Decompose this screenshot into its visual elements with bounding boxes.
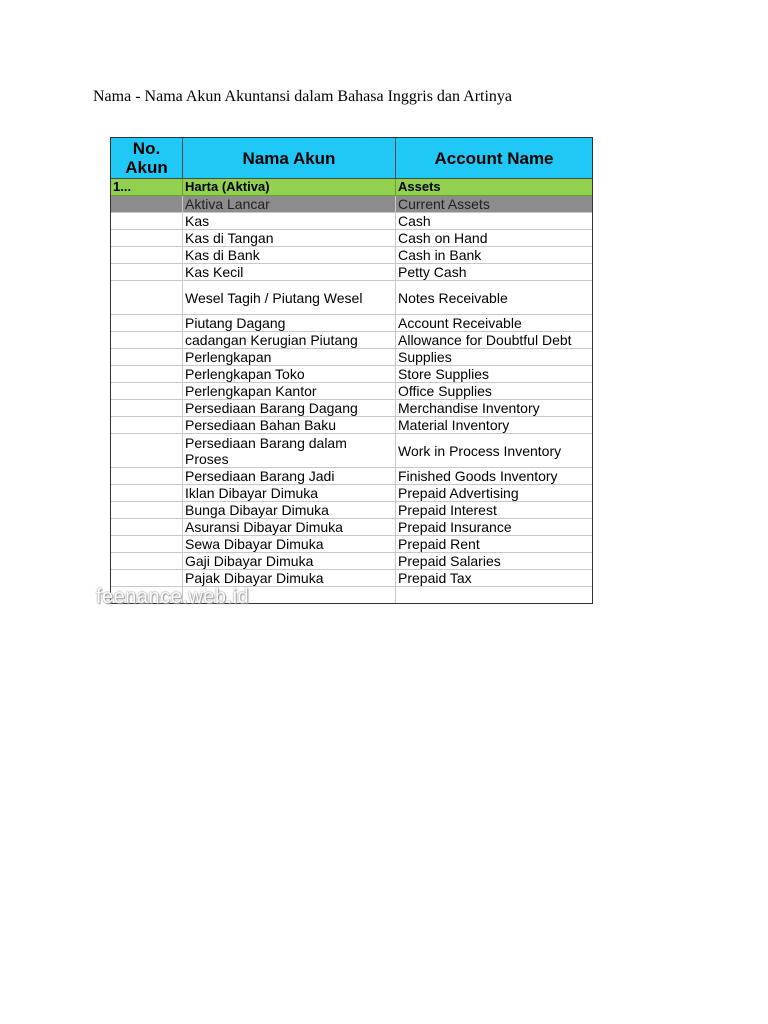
section-nama: Aktiva Lancar [183,196,396,213]
row-no [111,553,183,570]
row-account-name: Store Supplies [396,366,593,383]
table-row [111,519,593,536]
document-title: Nama - Nama Akun Akuntansi dalam Bahasa Inggris dan Artinya [93,88,513,105]
row-nama-akun: Bunga Dibayar Dimuka [183,502,396,519]
row-account-name: Prepaid Rent [396,536,593,553]
table-row [111,366,593,383]
group-nama: Harta (Aktiva) [183,179,396,196]
header-no-akun: No. Akun [111,138,183,179]
row-no [111,230,183,247]
row-nama-akun: Piutang Dagang [183,315,396,332]
group-no: 1... [111,179,183,196]
row-account-name: Material Inventory [396,417,593,434]
row-no [111,400,183,417]
row-nama-akun: Persediaan Barang dalam Proses [183,434,396,468]
row-nama-akun: Persediaan Barang Jadi [183,468,396,485]
row-no [111,315,183,332]
table-row [111,536,593,553]
table-row [111,213,593,230]
row-no [111,434,183,468]
table-row [111,468,593,485]
row-no [111,570,183,587]
section-account: Current Assets [396,196,593,213]
row-no [111,536,183,553]
row-no [111,349,183,366]
row-account-name: Finished Goods Inventory [396,468,593,485]
row-account-name: Allowance for Doubtful Debt [396,332,593,349]
row-nama-akun: Pajak Dibayar Dimuka [183,570,396,587]
table-row [111,383,593,400]
row-account-name: Petty Cash [396,264,593,281]
row-account-name: Cash [396,213,593,230]
row-no [111,417,183,434]
row-nama-akun: Perlengkapan Kantor [183,383,396,400]
row-nama-akun: Iklan Dibayar Dimuka [183,485,396,502]
row-nama-akun: Persediaan Bahan Baku [183,417,396,434]
section-row [111,196,593,213]
row-no [111,264,183,281]
row-no [111,519,183,536]
empty-cell [396,587,593,604]
section-no [111,196,183,213]
row-account-name: Prepaid Advertising [396,485,593,502]
row-account-name: Office Supplies [396,383,593,400]
group-row [111,179,593,196]
row-no [111,366,183,383]
row-nama-akun: Gaji Dibayar Dimuka [183,553,396,570]
row-no [111,213,183,230]
table-row [111,400,593,417]
row-account-name: Notes Receivable [396,281,593,315]
table-row [111,485,593,502]
table-row [111,502,593,519]
row-no [111,485,183,502]
row-no [111,502,183,519]
table-row [111,349,593,366]
table-row [111,247,593,264]
watermark-text: feenance.web.id [96,586,250,608]
table-row [111,332,593,349]
row-no [111,468,183,485]
table-row [111,570,593,587]
row-no [111,247,183,264]
table-row [111,553,593,570]
table-row [111,315,593,332]
table-header-row [111,138,593,179]
row-nama-akun: Wesel Tagih / Piutang Wesel [183,281,396,315]
account-table-image [110,137,592,604]
row-nama-akun: Persediaan Barang Dagang [183,400,396,417]
row-nama-akun: Perlengkapan Toko [183,366,396,383]
row-no [111,281,183,315]
header-account-name: Account Name [396,138,593,179]
row-account-name: Cash on Hand [396,230,593,247]
account-table [110,137,593,604]
row-nama-akun: Asuransi Dibayar Dimuka [183,519,396,536]
row-no [111,332,183,349]
row-nama-akun: Kas Kecil [183,264,396,281]
row-nama-akun: Kas [183,213,396,230]
row-account-name: Prepaid Interest [396,502,593,519]
table-row [111,230,593,247]
row-account-name: Prepaid Salaries [396,553,593,570]
table-row [111,264,593,281]
table-row [111,417,593,434]
row-account-name: Cash in Bank [396,247,593,264]
row-nama-akun: cadangan Kerugian Piutang [183,332,396,349]
row-no [111,383,183,400]
header-nama-akun: Nama Akun [183,138,396,179]
row-account-name: Work in Process Inventory [396,434,593,468]
group-account: Assets [396,179,593,196]
row-account-name: Prepaid Insurance [396,519,593,536]
row-account-name: Account Receivable [396,315,593,332]
row-nama-akun: Perlengkapan [183,349,396,366]
row-account-name: Prepaid Tax [396,570,593,587]
row-nama-akun: Kas di Bank [183,247,396,264]
table-row [111,434,593,468]
table-row [111,281,593,315]
row-account-name: Merchandise Inventory [396,400,593,417]
row-account-name: Supplies [396,349,593,366]
row-nama-akun: Sewa Dibayar Dimuka [183,536,396,553]
row-nama-akun: Kas di Tangan [183,230,396,247]
